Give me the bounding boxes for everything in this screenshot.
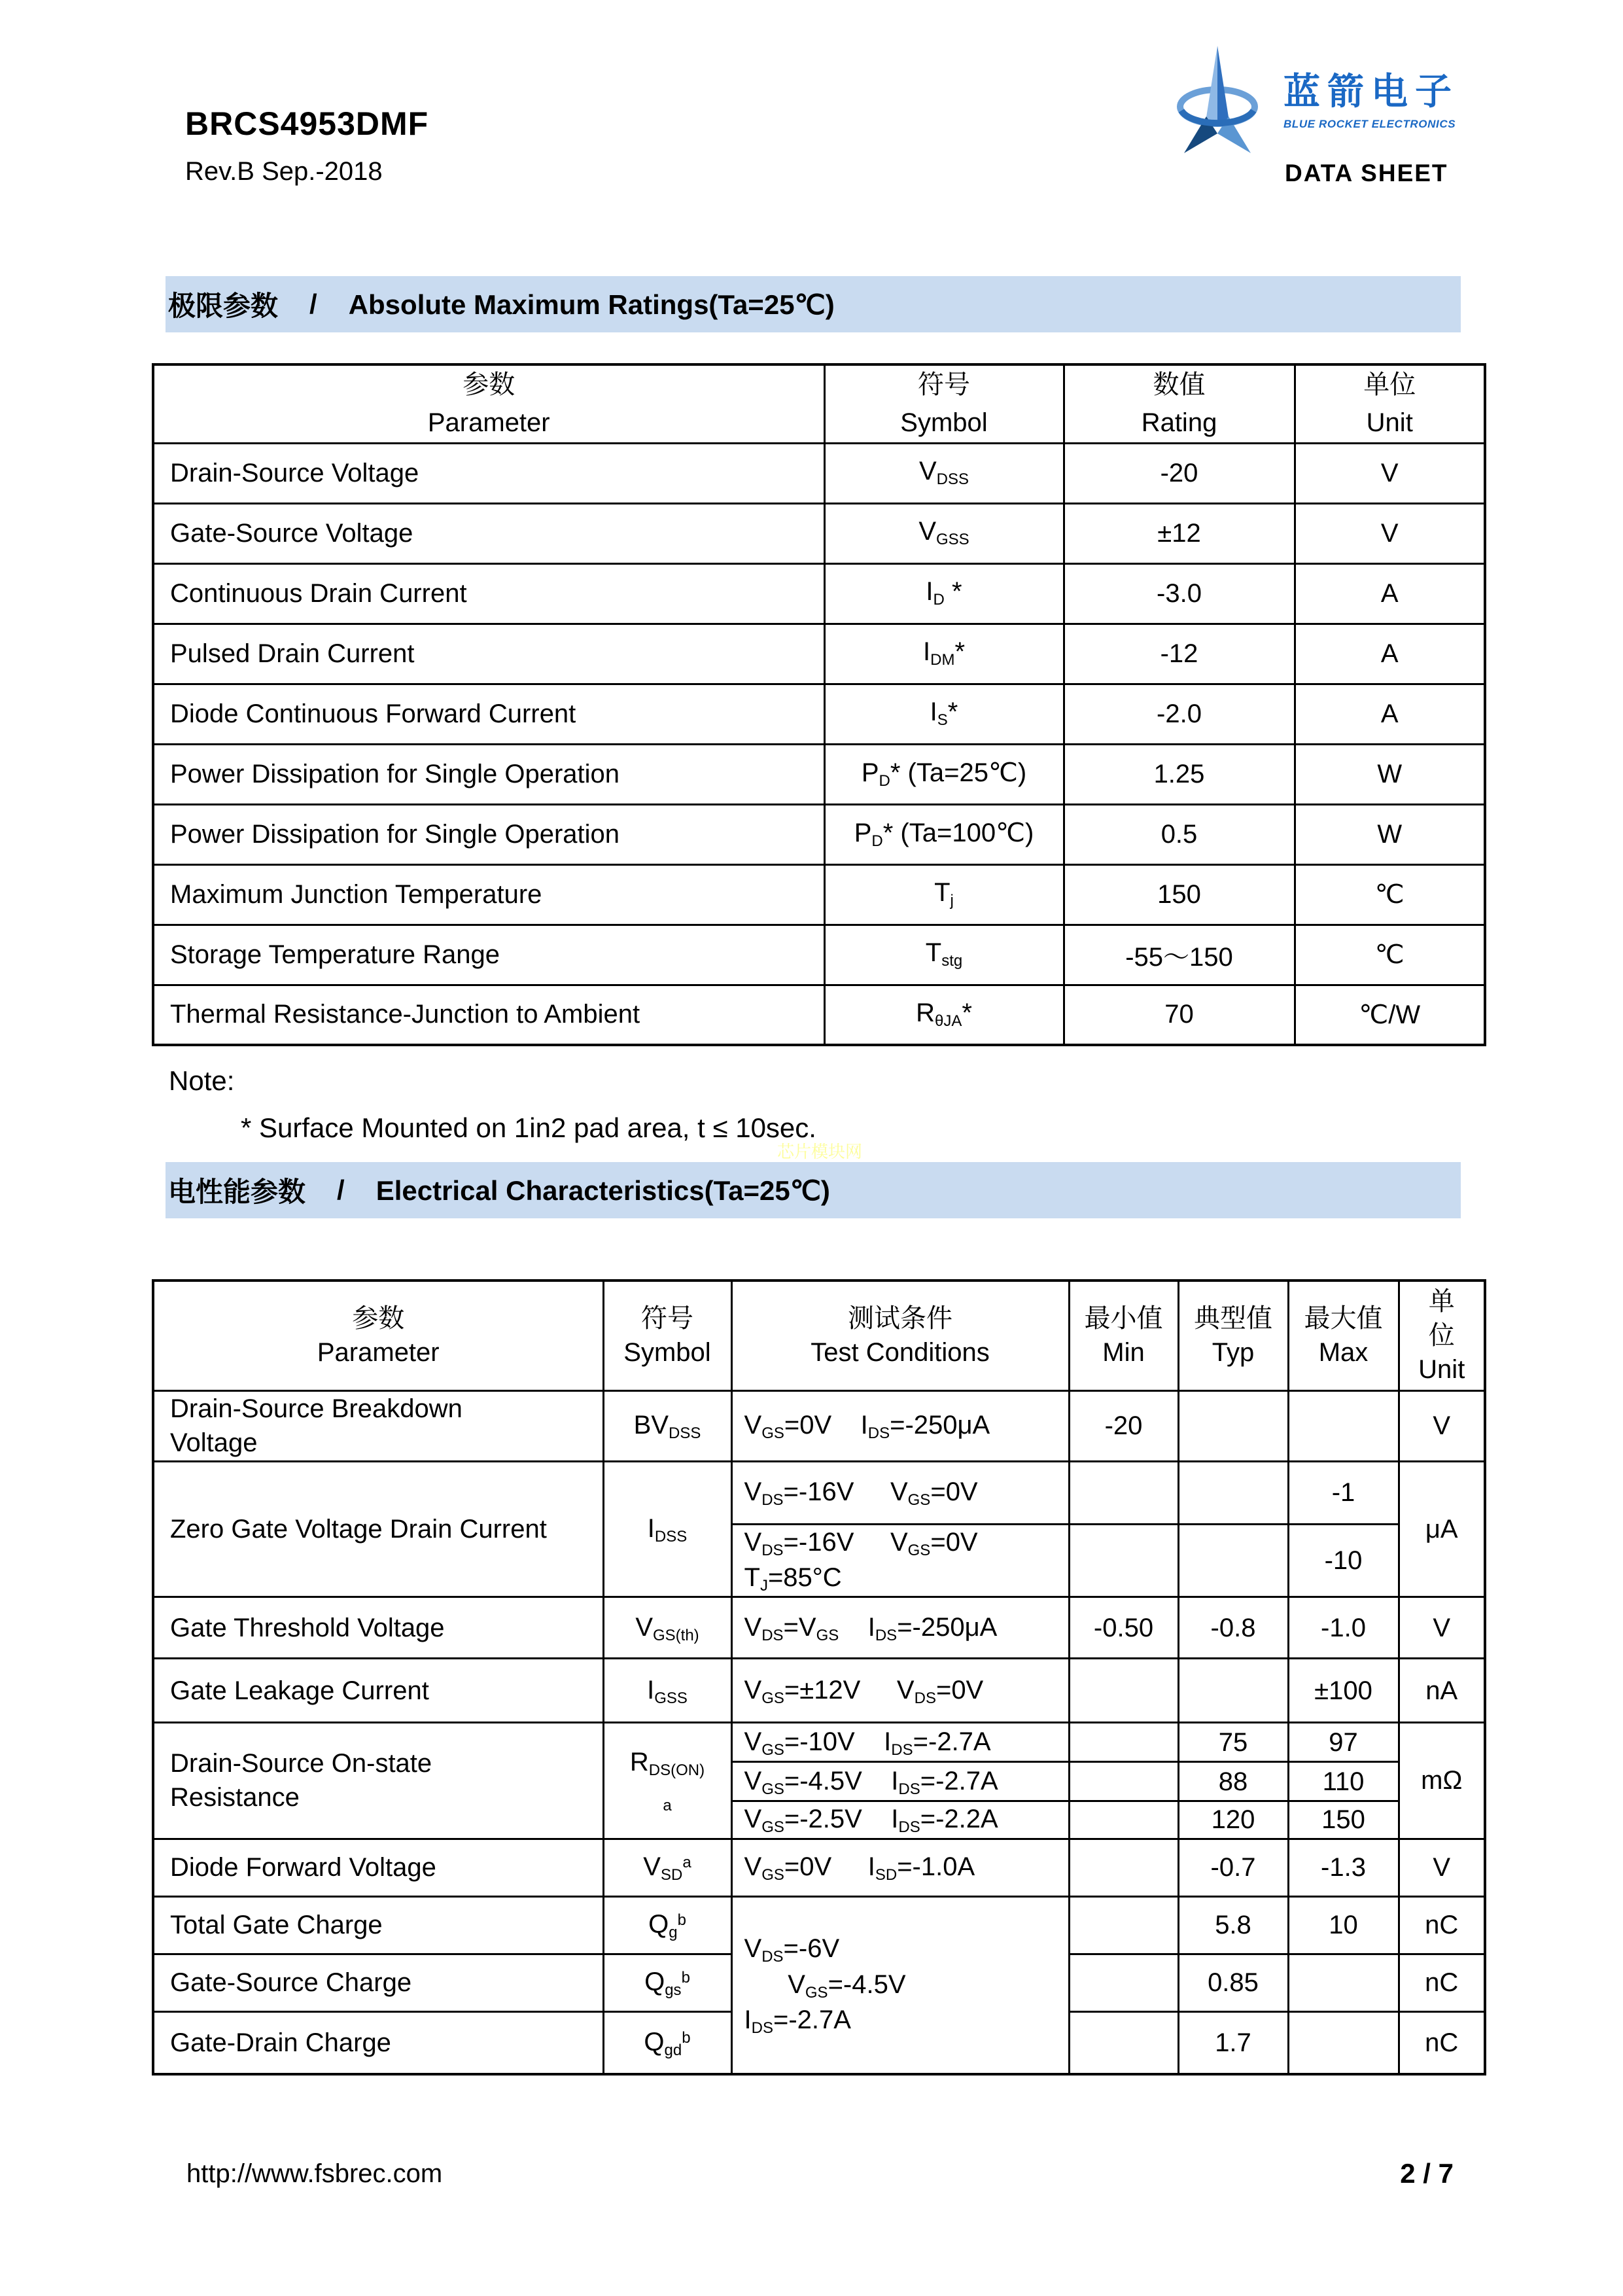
param-cell: Gate Threshold Voltage [153, 1597, 603, 1659]
unit-cell: V [1295, 443, 1485, 503]
symbol-cell: $I_S*$ [824, 684, 1064, 744]
cond-cell: $V_{GS}=-2.5V$ $I_{DS}=-2.2A$ [731, 1801, 1069, 1839]
typ-cell: 120 [1178, 1801, 1288, 1839]
typ-cell: 0.85 [1178, 1954, 1288, 2011]
rating-cell: ±12 [1064, 503, 1295, 563]
rating-cell: 0.5 [1064, 804, 1295, 864]
table-row [153, 503, 1485, 563]
min-cell [1069, 1896, 1178, 1954]
param-cell: Drain-Source Breakdown Voltage [153, 1390, 603, 1461]
min-cell [1069, 1723, 1178, 1762]
cond-cell: $V_{DS}=-6V$ $V_{GS}=-4.5V$ $I_{DS}=-2.7A$ [731, 1896, 1069, 2074]
max-cell [1288, 2011, 1399, 2074]
min-cell [1069, 1524, 1178, 1597]
max-cell: ±100 [1288, 1659, 1399, 1723]
table-header-row [153, 364, 1485, 443]
table-row [153, 804, 1485, 864]
unit-cell: V [1295, 503, 1485, 563]
unit-cell: W [1295, 804, 1485, 864]
cond-cell: $V_{GS}=-4.5V$ $I_{DS}=-2.7A$ [731, 1762, 1069, 1801]
header-parameter: 参数 Parameter [153, 1280, 603, 1390]
section-title-en: Electrical Characteristics(Ta=25℃) [375, 1174, 830, 1206]
min-cell [1069, 2011, 1178, 2074]
max-cell: -10 [1288, 1524, 1399, 1597]
cond-cell: $V_{GS}=-10V$ $I_{DS}=-2.7A$ [731, 1723, 1069, 1762]
header-test-conditions: 测试条件 Test Conditions [731, 1280, 1069, 1390]
typ-cell: 88 [1178, 1762, 1288, 1801]
symbol-cell: $R_{DS(ON) a}$ [603, 1723, 731, 1839]
cond-cell: $V_{GS}=\pm 12V$ $V_{DS}=0V$ [731, 1659, 1069, 1723]
header-rating: 数值 Rating [1064, 364, 1295, 443]
unit-cell: A [1295, 684, 1485, 744]
table-row [153, 1659, 1485, 1723]
abs-max-table [152, 363, 1486, 1046]
max-cell: 110 [1288, 1762, 1399, 1801]
rating-cell: -12 [1064, 624, 1295, 684]
rocket-ring-logo-icon [1176, 43, 1260, 164]
unit-cell: ℃ [1295, 864, 1485, 925]
table-header-row [153, 1280, 1485, 1390]
cond-cell: $V_{GS}=0V$ $I_{DS}=-250\mu A$ [731, 1390, 1069, 1461]
unit-cell: μA [1399, 1461, 1485, 1597]
rating-cell: -3.0 [1064, 563, 1295, 624]
cond-cell: $V_{GS}=0V$ $I_{SD}=-1.0A$ [731, 1839, 1069, 1896]
unit-cell: nA [1399, 1659, 1485, 1723]
unit-cell: nC [1399, 1896, 1485, 1954]
typ-cell: 75 [1178, 1723, 1288, 1762]
param-cell: Continuous Drain Current [153, 563, 824, 624]
param-cell: Pulsed Drain Current [153, 624, 824, 684]
table-row [153, 563, 1485, 624]
unit-cell: V [1399, 1597, 1485, 1659]
header-symbol: 符号 Symbol [824, 364, 1064, 443]
param-cell: Storage Temperature Range [153, 925, 824, 985]
typ-cell: -0.7 [1178, 1839, 1288, 1896]
section-header-electrical [166, 1162, 1461, 1218]
symbol-cell: $T_{stg}$ [824, 925, 1064, 985]
section-header-abs-max [166, 276, 1461, 332]
table-row [153, 1390, 1485, 1461]
table-row [153, 925, 1485, 985]
table-row [153, 744, 1485, 804]
min-cell: -0.50 [1069, 1597, 1178, 1659]
rating-cell: -2.0 [1064, 684, 1295, 744]
brand-name-en: BLUE ROCKET ELECTRONICS [1283, 118, 1456, 130]
param-cell: Gate-Source Charge [153, 1954, 603, 2011]
param-cell: Zero Gate Voltage Drain Current [153, 1461, 603, 1597]
cond-cell: $V_{DS}=V_{GS}$ $I_{DS}=-250\mu A$ [731, 1597, 1069, 1659]
min-cell [1069, 1839, 1178, 1896]
typ-cell [1178, 1659, 1288, 1723]
header-unit: 单位 Unit [1295, 364, 1485, 443]
unit-cell: mΩ [1399, 1723, 1485, 1839]
min-cell [1069, 1762, 1178, 1801]
table-row [153, 1839, 1485, 1896]
max-cell: -1 [1288, 1461, 1399, 1524]
param-cell: Gate-Source Voltage [153, 503, 824, 563]
brand-name-cn: 蓝箭电子 [1283, 71, 1459, 112]
rating-cell: 70 [1064, 985, 1295, 1045]
typ-cell [1178, 1390, 1288, 1461]
symbol-cell: $I_{DSS}$ [603, 1461, 731, 1597]
electrical-characteristics-table [152, 1279, 1486, 2075]
symbol-cell: $Q_{gs}^b$ [603, 1954, 731, 2011]
header-max: 最大值 Max [1288, 1280, 1399, 1390]
header-symbol: 符号 Symbol [603, 1280, 731, 1390]
table-row [153, 1461, 1485, 1524]
section-title-cn: 电性能参数 [168, 1176, 306, 1207]
unit-cell: ℃ [1295, 925, 1485, 985]
typ-cell [1178, 1461, 1288, 1524]
table-row [153, 1723, 1485, 1762]
max-cell: -1.0 [1288, 1597, 1399, 1659]
symbol-cell: $I_{DM}*$ [824, 624, 1064, 684]
table-row [153, 1597, 1485, 1659]
param-cell: Gate-Drain Charge [153, 2011, 603, 2074]
param-cell: Drain-Source Voltage [153, 443, 824, 503]
rating-cell: -20 [1064, 443, 1295, 503]
param-cell: Drain-Source On-state Resistance [153, 1723, 603, 1839]
symbol-cell: $V_{SD}^a$ [603, 1839, 731, 1896]
page-title: BRCS4953DMF [185, 105, 429, 142]
section-title-divider: / [309, 289, 317, 319]
param-cell: Diode Continuous Forward Current [153, 684, 824, 744]
param-cell: Total Gate Charge [153, 1896, 603, 1954]
param-cell: Gate Leakage Current [153, 1659, 603, 1723]
param-cell: Thermal Resistance-Junction to Ambient [153, 985, 824, 1045]
unit-cell: ℃/W [1295, 985, 1485, 1045]
param-cell: Power Dissipation for Single Operation [153, 804, 824, 864]
table-row [153, 864, 1485, 925]
unit-cell: V [1399, 1839, 1485, 1896]
symbol-cell: $Q_{gd}^b$ [603, 2011, 731, 2074]
symbol-cell: $V_{GSS}$ [824, 503, 1064, 563]
footer-url-link[interactable]: http://www.fsbrec.com [186, 2159, 443, 2188]
header-typ: 典型值 Typ [1178, 1280, 1288, 1390]
note-text: * Surface Mounted on 1in2 pad area, t ≤ 10sec. [241, 1112, 816, 1143]
symbol-cell: $R_{\theta JA}*$ [824, 985, 1064, 1045]
unit-cell: nC [1399, 2011, 1485, 2074]
typ-cell: 5.8 [1178, 1896, 1288, 1954]
max-cell: -1.3 [1288, 1839, 1399, 1896]
max-cell: 10 [1288, 1896, 1399, 1954]
table-row [153, 985, 1485, 1045]
symbol-cell: $T_j$ [824, 864, 1064, 925]
symbol-cell: $BV_{DSS}$ [603, 1390, 731, 1461]
header-unit: 单 位 Unit [1399, 1280, 1485, 1390]
table-row [153, 624, 1485, 684]
typ-cell [1178, 1524, 1288, 1597]
note-label: Note: [169, 1065, 235, 1096]
cond-cell: $V_{DS}=-16V$ $V_{GS}=0V$ [731, 1461, 1069, 1524]
section-title-divider: / [337, 1174, 345, 1205]
section-title-cn: 极限参数 [168, 291, 279, 321]
min-cell: -20 [1069, 1390, 1178, 1461]
rating-cell: -55～150 [1064, 925, 1295, 985]
header-min: 最小值 Min [1069, 1280, 1178, 1390]
header-parameter: 参数 Parameter [153, 364, 824, 443]
table-row [153, 1896, 1485, 1954]
min-cell [1069, 1801, 1178, 1839]
max-cell [1288, 1390, 1399, 1461]
symbol-cell: $P_D*$ (Ta=100℃) [824, 804, 1064, 864]
max-cell: 97 [1288, 1723, 1399, 1762]
doc-type-label: DATA SHEET [1285, 160, 1448, 186]
min-cell [1069, 1659, 1178, 1723]
typ-cell: 1.7 [1178, 2011, 1288, 2074]
unit-cell: nC [1399, 1954, 1485, 2011]
param-cell: Maximum Junction Temperature [153, 864, 824, 925]
param-cell: Power Dissipation for Single Operation [153, 744, 824, 804]
logo-text-block [1283, 63, 1467, 131]
symbol-cell: $I_{GSS}$ [603, 1659, 731, 1723]
symbol-cell: $V_{DSS}$ [824, 443, 1064, 503]
symbol-cell: $V_{GS(th)}$ [603, 1597, 731, 1659]
min-cell [1069, 1954, 1178, 2011]
revision-text: Rev.B Sep.-2018 [185, 157, 383, 186]
rating-cell: 150 [1064, 864, 1295, 925]
page-number: 2 / 7 [1400, 2158, 1454, 2189]
unit-cell: A [1295, 624, 1485, 684]
symbol-cell: $P_D*$ (Ta=25℃) [824, 744, 1064, 804]
unit-cell: W [1295, 744, 1485, 804]
unit-cell: V [1399, 1390, 1485, 1461]
cond-cell: $V_{DS}=-16V$ $V_{GS}=0V$ $T_J=85^\circ C$ [731, 1524, 1069, 1597]
table-row [153, 684, 1485, 744]
table-row [153, 443, 1485, 503]
typ-cell: -0.8 [1178, 1597, 1288, 1659]
watermark-text: 芯片模块网 [777, 1142, 863, 1161]
rating-cell: 1.25 [1064, 744, 1295, 804]
symbol-cell: $I_D$ * [824, 563, 1064, 624]
param-cell: Diode Forward Voltage [153, 1839, 603, 1896]
section-title-en: Absolute Maximum Ratings(Ta=25℃) [348, 289, 835, 320]
unit-cell: A [1295, 563, 1485, 624]
max-cell [1288, 1954, 1399, 2011]
max-cell: 150 [1288, 1801, 1399, 1839]
symbol-cell: $Q_g^b$ [603, 1896, 731, 1954]
min-cell [1069, 1461, 1178, 1524]
